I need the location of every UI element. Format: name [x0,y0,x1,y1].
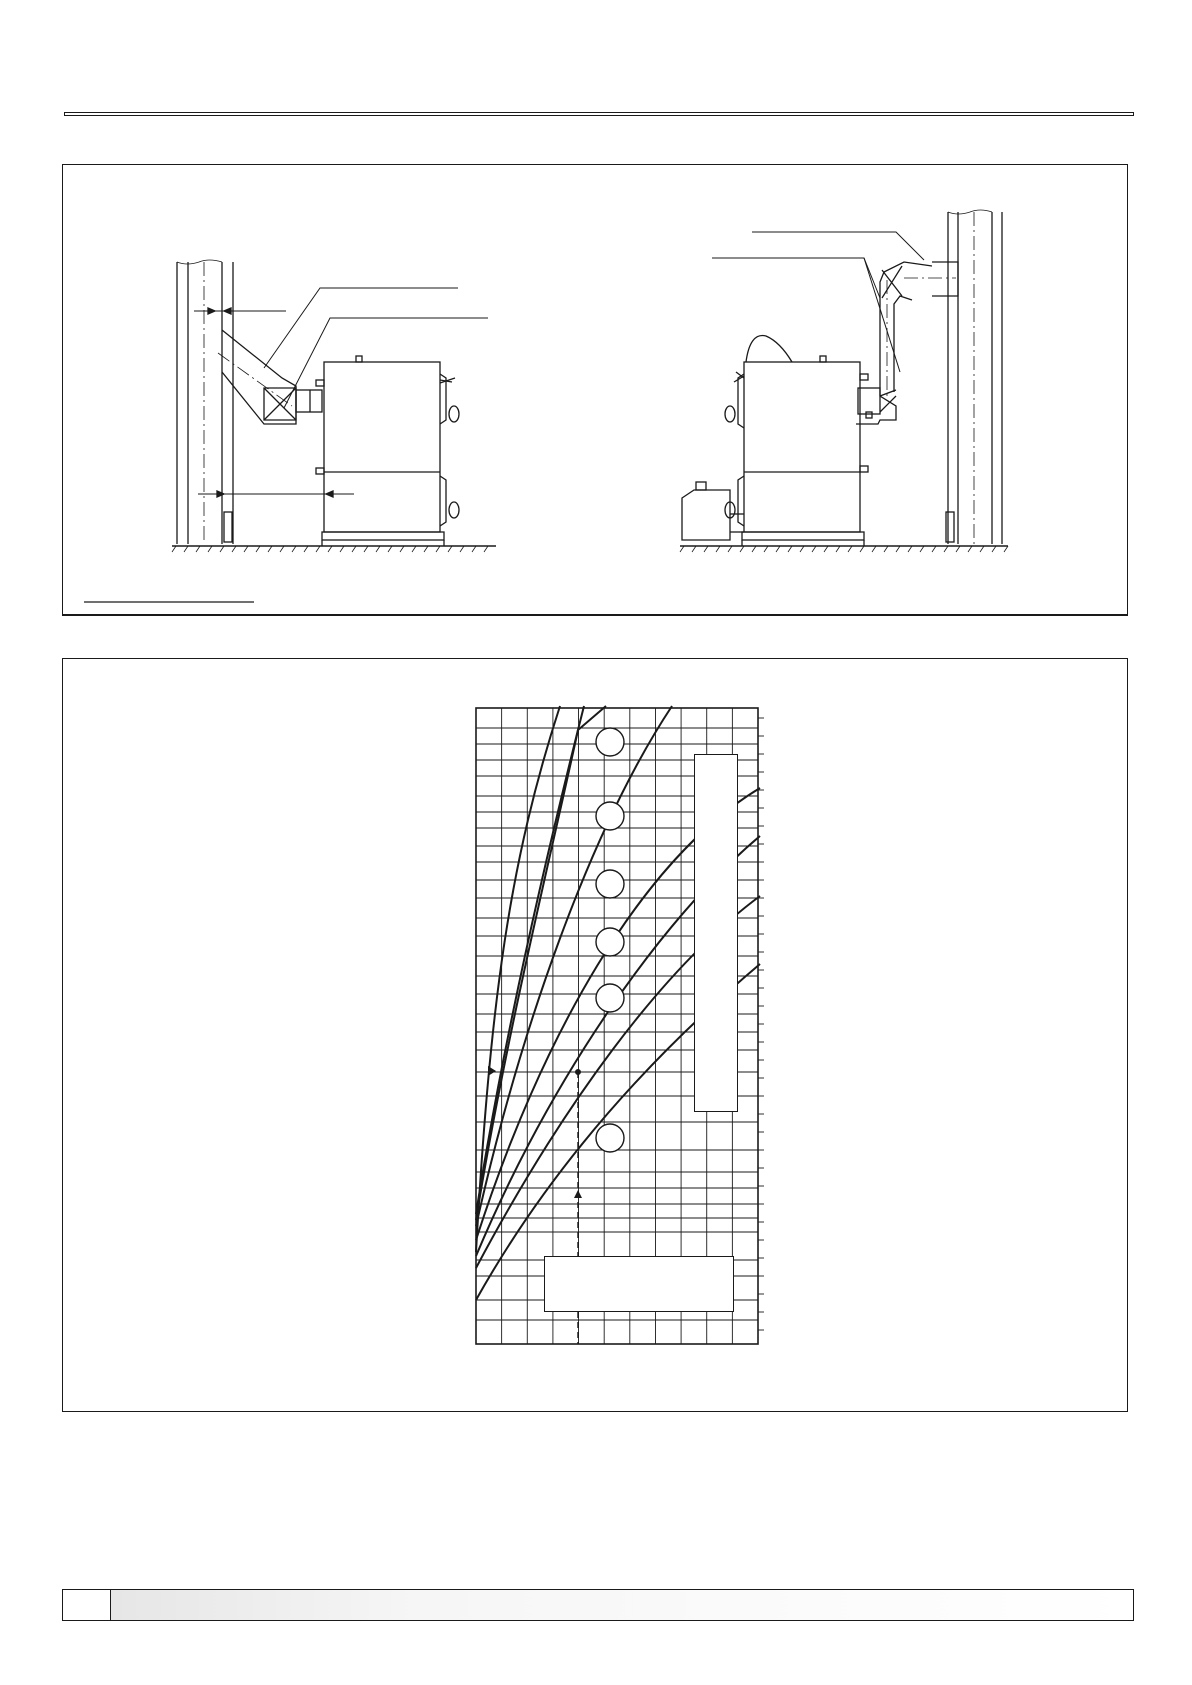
footer-band [111,1590,1133,1620]
curve-number-marker [596,928,624,956]
chart-curve [476,706,584,1214]
footer-bar [62,1589,1134,1621]
curve-number-marker [596,870,624,898]
curve-number-marker [596,728,624,756]
chart-bottom-box [544,1256,734,1312]
up-arrow [574,1190,582,1198]
footer-page-number [63,1590,111,1620]
chart-legend-box [694,754,738,1112]
curve-number-marker [596,1124,624,1152]
footer-text [111,1597,121,1612]
curve-number-marker [596,802,624,830]
chart-markers [596,728,624,1152]
guide-point [576,1070,580,1074]
chart-curve [476,706,672,1226]
left-arrow [488,1066,496,1076]
curve-number-marker [596,984,624,1012]
